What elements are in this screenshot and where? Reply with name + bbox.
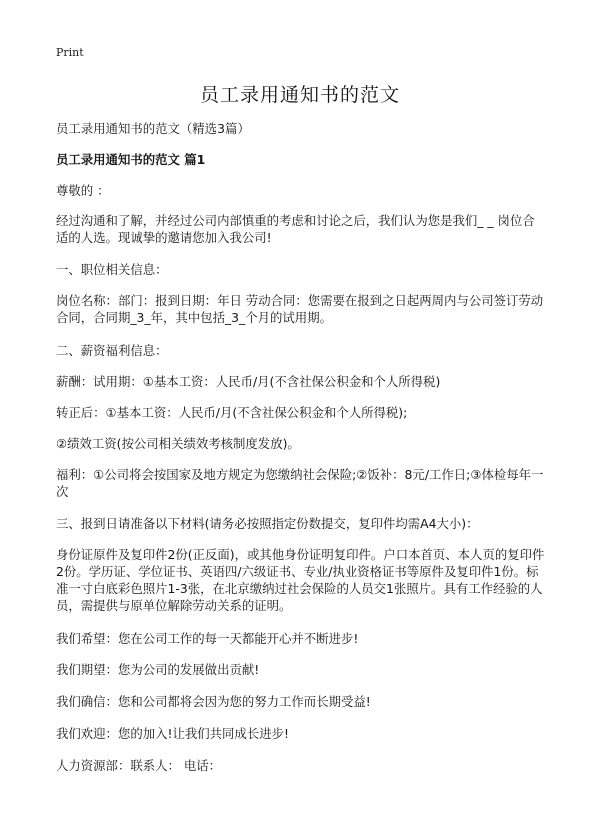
heading-materials: 三、报到日请准备以下材料(请务必按照指定份数提交，复印件均需A4大小)： (56, 516, 479, 531)
performance-paragraph: ②绩效工资(按公司相关绩效考核制度发放)。 (56, 436, 300, 451)
believe-paragraph: 我们确信：您和公司都将会因为您的努力工作而长期受益! (56, 694, 371, 709)
print-label[interactable]: Print (56, 46, 84, 59)
position-info-paragraph: 岗位名称：部门：报到日期：年日 劳动合同：您需要在报到之日起两周内与公司签订劳动合同，合同期_3_年，其中包括_3_个月的试用期。 (56, 293, 544, 325)
benefits-paragraph: 福利：①公司将会按国家及地方规定为您缴纳社会保险;②饭补：8元/工作日;③体检每年一次 (56, 467, 544, 499)
heading-salary-benefits: 二、薪资福利信息： (56, 343, 168, 358)
welcome-paragraph: 我们欢迎：您的加入!让我们共同成长进步! (56, 726, 289, 741)
expect-paragraph: 我们期望：您为公司的发展做出贡献! (56, 662, 260, 677)
page-title: 员工录用通知书的范文 (199, 84, 400, 106)
heading-position-info: 一、职位相关信息： (56, 262, 168, 277)
greeting: 尊敬的 ： (56, 183, 110, 198)
intro-paragraph: 经过沟通和了解，并经过公司内部慎重的考虑和讨论之后，我们认为您是我们_ _ 岗位合适的人选。现诚挚的邀请您加入我公司! (56, 213, 535, 245)
salary-regular-paragraph: 转正后：①基本工资：人民币/月(不含社保公积金和个人所得税); (56, 405, 408, 420)
hope-paragraph: 我们希望：您在公司工作的每一天都能开心并不断进步! (56, 631, 359, 646)
section-heading: 员工录用通知书的范文 篇1 (56, 152, 206, 167)
subtitle: 员工录用通知书的范文（精选3篇） (56, 121, 250, 136)
materials-paragraph: 身份证原件及复印件2份(正反面)，或其他身份证明复印件。户口本首页、本人页的复印件2份。学历证、学位证书、英语四/六级证书、专业/执业资格证书等原件及复印件1份。标准一寸白底彩色照片1-3张，在北京缴纳过社会保险的人员交1张照片。具有工作经验的人员，需提供与原单位解除劳动关系的证明。 (56, 547, 545, 613)
salary-trial-paragraph: 薪酬：试用期：①基本工资：人民币/月(不含社保公积金和个人所得税) (56, 374, 441, 389)
contact-line: 人力资源部：联系人： 电话： (56, 758, 222, 773)
